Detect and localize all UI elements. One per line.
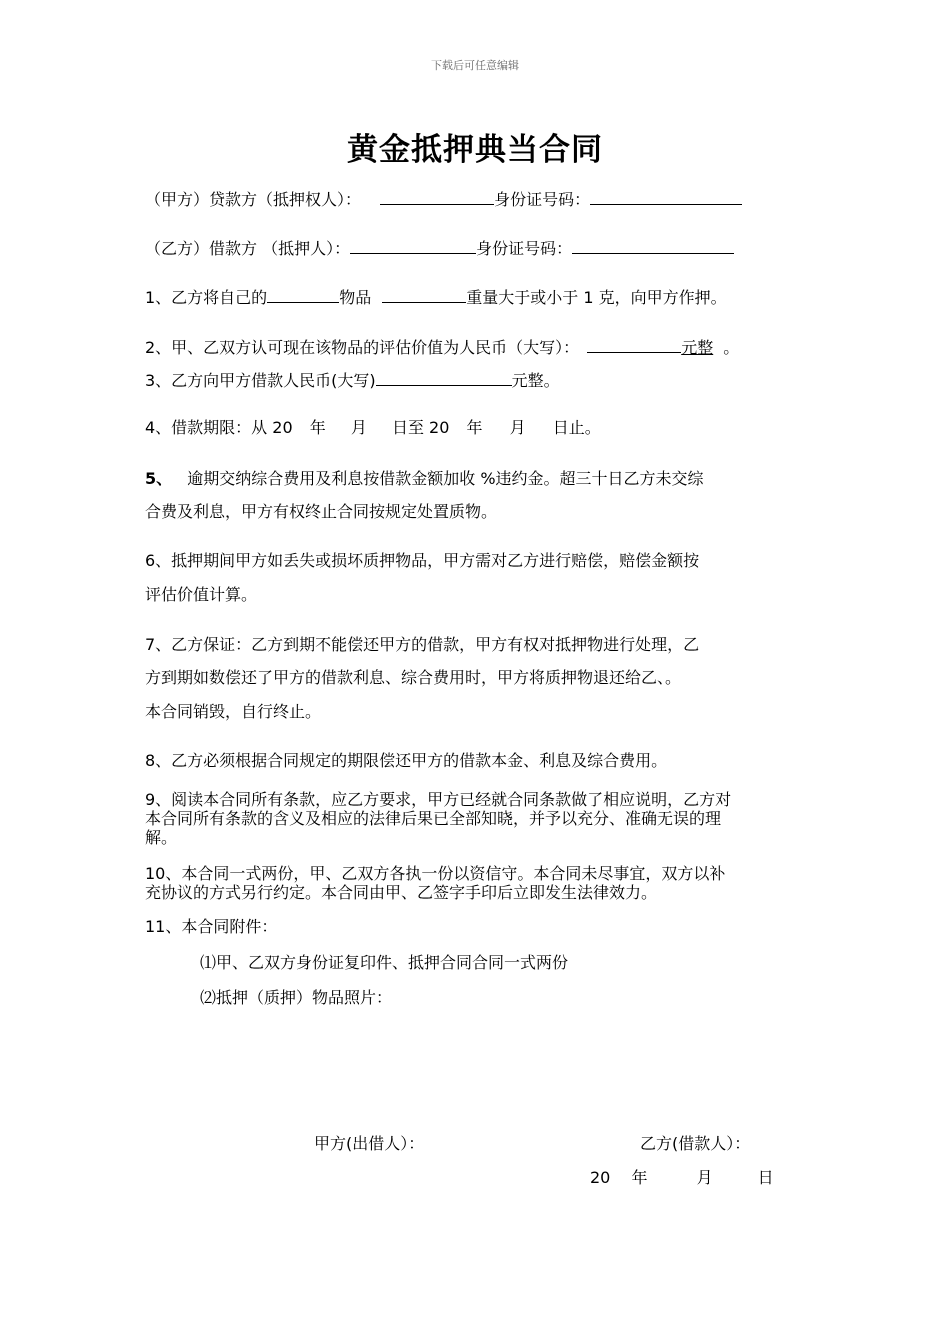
- clause-4-text-f: 月: [509, 418, 526, 437]
- party-b-label: （乙方）借款方 （抵押人）：: [145, 239, 351, 258]
- clause-3-text-a: 3、乙方向甲方借款人民币(大写): [145, 371, 376, 390]
- signature-party-b: 乙方(借款人）：: [640, 1134, 751, 1153]
- header-note: 下载后可任意编辑: [431, 59, 519, 72]
- clause-2-text-a: 2、甲、乙双方认可现在该物品的评估价值为人民币（大写）：: [145, 338, 580, 357]
- date-year-prefix: 20: [590, 1168, 611, 1187]
- document-title: 黄金抵押典当合同: [347, 132, 603, 168]
- party-a-id-blank[interactable]: [590, 188, 742, 205]
- attachment-item-1: ⑴甲、乙双方身份证复印件、抵押合同合同一式两份: [200, 953, 569, 972]
- clause-4-text-d: 日至 20: [391, 418, 450, 437]
- party-b-id-blank[interactable]: [572, 237, 734, 254]
- clause-7-line-3: 本合同销毁，自行终止。: [145, 702, 322, 721]
- party-a-name-blank[interactable]: [380, 188, 494, 205]
- clause-4: [145, 418, 601, 438]
- date-day-label: 日: [757, 1168, 774, 1187]
- attachment-item-2: ⑵抵押（质押）物品照片：: [200, 988, 393, 1007]
- clause-11-title: 11、本合同附件：: [145, 917, 278, 936]
- signature-date: [590, 1165, 774, 1188]
- clause-4-text-b: 年: [309, 418, 326, 437]
- clause-3: [145, 369, 560, 391]
- clause-10-line-2: 充协议的方式另行约定。本合同由甲、乙签字手印后立即发生法律效力。: [145, 883, 658, 902]
- clause-2-text-c: 。: [723, 338, 740, 357]
- party-b-line: [145, 237, 734, 259]
- clause-2-text-b: 元整: [681, 338, 714, 357]
- clause-8: 8、乙方必须根据合同规定的期限偿还甲方的借款本金、利息及综合费用。: [145, 751, 668, 770]
- clause-7-line-1: 7、乙方保证：乙方到期不能偿还甲方的借款，甲方有权对抵押物进行处理，乙: [145, 635, 700, 654]
- party-a-line: [145, 188, 742, 210]
- clause-9-line-1: 9、阅读本合同所有条款，应乙方要求，甲方已经就合同条款做了相应说明，乙方对: [145, 790, 732, 809]
- clause-1: [145, 286, 727, 308]
- clause-3-amount-blank[interactable]: [376, 369, 512, 386]
- clause-1-text-c: 重量大于或小于 1 克，向甲方作押。: [466, 288, 727, 307]
- clause-5-text-1: 逾期交纳综合费用及利息按借款金额加收 %违约金。超三十日乙方未交综: [187, 469, 704, 488]
- clause-10-line-1: 10、本合同一式两份，甲、乙双方各执一份以资信守。本合同未尽事宜，双方以补: [145, 864, 726, 883]
- clause-1-item-blank[interactable]: [267, 286, 339, 303]
- clause-4-text-c: 月: [350, 418, 367, 437]
- clause-9-line-3: 解。: [145, 828, 178, 847]
- clause-6-line-2: 评估价值计算。: [145, 585, 258, 604]
- clause-7-line-2: 方到期如数偿还了甲方的借款利息、综合费用时，甲方将质押物退还给乙、。: [145, 668, 682, 687]
- party-a-label: （甲方）贷款方（抵押权人）：: [145, 190, 362, 209]
- signature-party-a: 甲方(出借人）：: [314, 1134, 425, 1153]
- date-year-label: 年: [631, 1168, 648, 1187]
- clause-1-text-b: 物品: [339, 288, 372, 307]
- clause-5-line-2: 合费及利息，甲方有权终止合同按规定处置质物。: [145, 502, 498, 521]
- clause-1-weight-blank[interactable]: [382, 286, 466, 303]
- clause-3-text-b: 元整。: [511, 371, 560, 390]
- clause-1-text-a: 1、乙方将自己的: [145, 288, 268, 307]
- clause-5-line-1: [145, 469, 704, 489]
- clause-9-line-2: 本合同所有条款的含义及相应的法律后果已全部知晓，并予以充分、准确无误的理: [145, 809, 722, 828]
- party-b-name-blank[interactable]: [350, 237, 476, 254]
- clause-4-text-a: 4、借款期限：从 20: [145, 418, 293, 437]
- clause-2: [145, 336, 739, 358]
- clause-4-text-e: 年: [466, 418, 483, 437]
- clause-4-text-g: 日止。: [552, 418, 601, 437]
- clause-5-number: 5、: [145, 469, 173, 488]
- party-b-id-label: 身份证号码：: [476, 239, 573, 258]
- date-month-label: 月: [696, 1168, 713, 1187]
- party-a-id-label: 身份证号码：: [494, 190, 591, 209]
- clause-2-value-blank[interactable]: [587, 336, 681, 353]
- clause-6-line-1: 6、抵押期间甲方如丢失或损坏质押物品，甲方需对乙方进行赔偿，赔偿金额按: [145, 551, 700, 570]
